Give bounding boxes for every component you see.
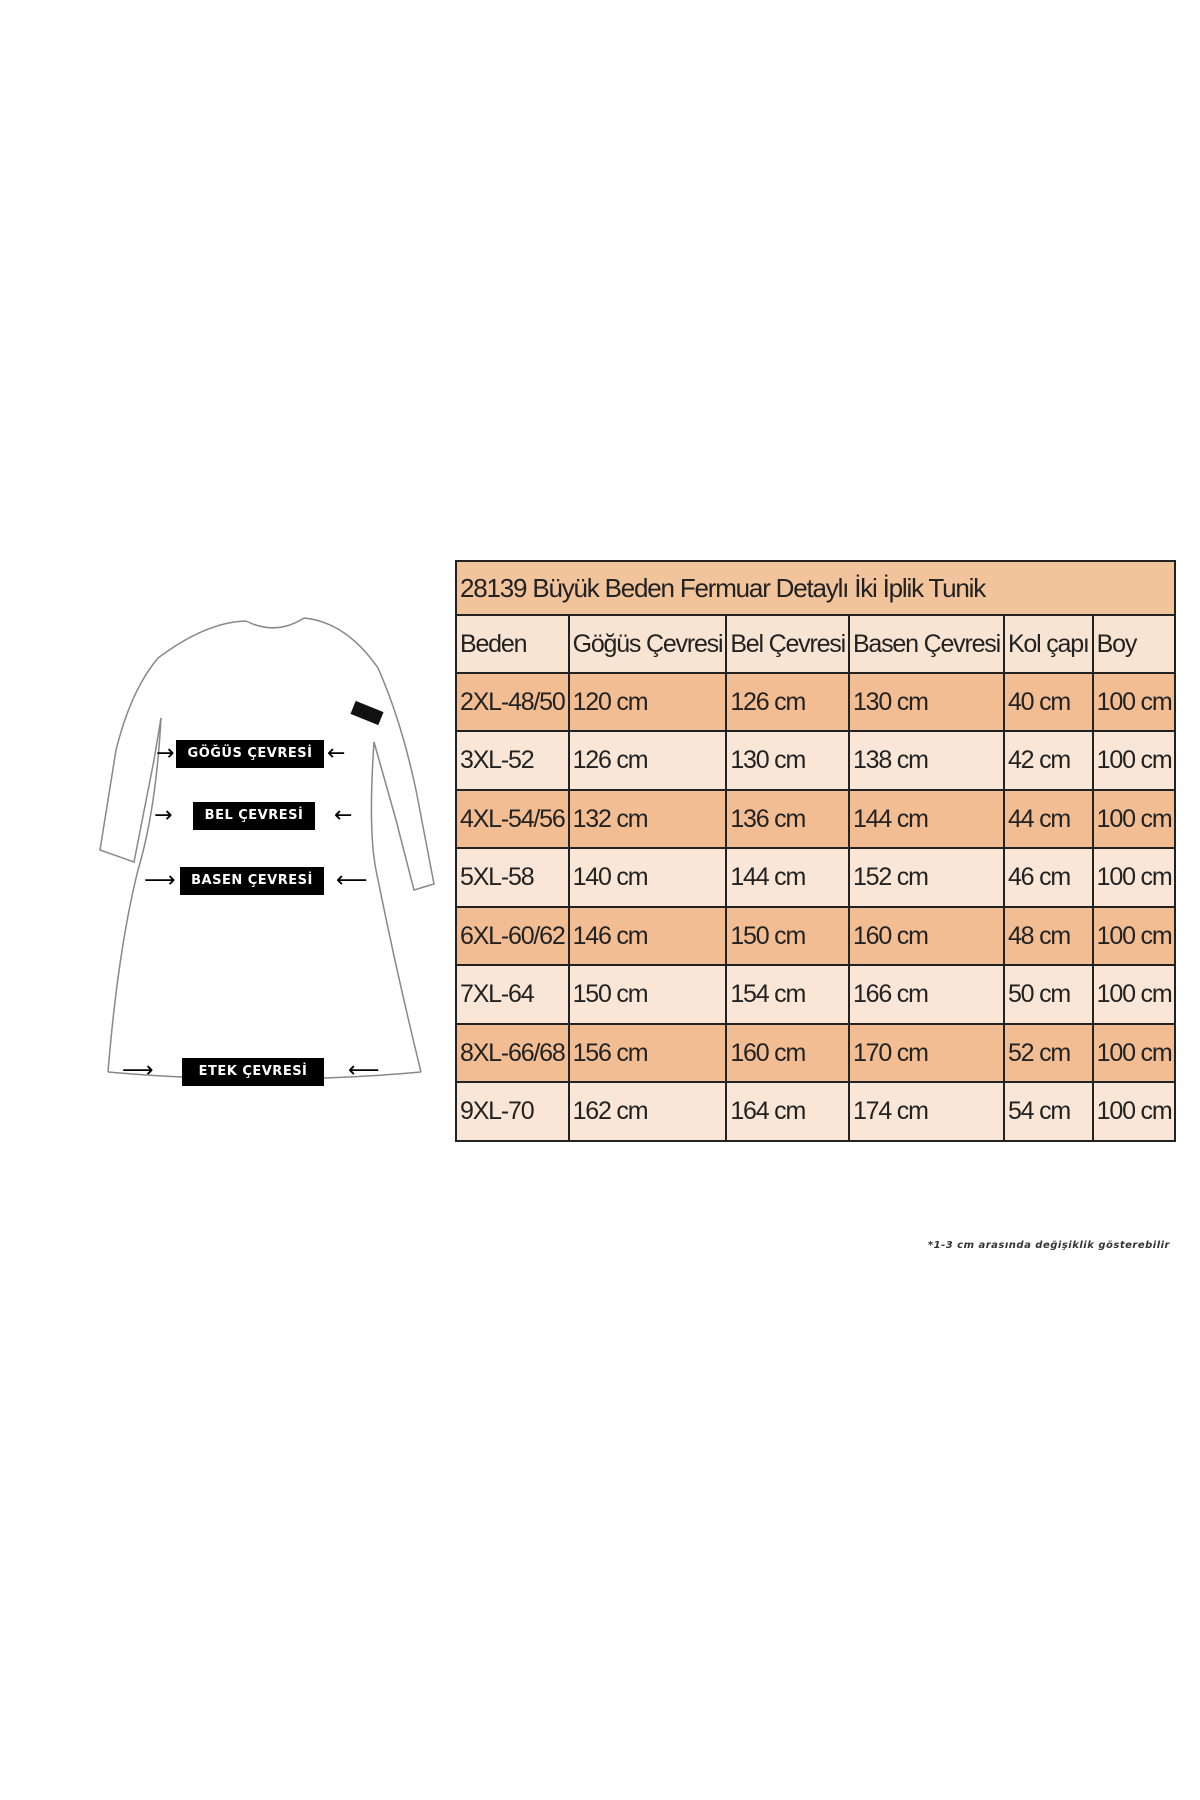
arrow-icon: ⟵ (348, 1058, 380, 1083)
column-header: Bel Çevresi (726, 615, 849, 673)
arrow-icon: → (156, 741, 175, 766)
table-cell: 100 cm (1093, 848, 1176, 907)
arrow-icon: ← (334, 803, 353, 828)
table-header-row (456, 615, 1175, 673)
column-header: Göğüs Çevresi (569, 615, 727, 673)
table-cell: 100 cm (1093, 907, 1176, 965)
table-cell: 160 cm (726, 1024, 849, 1082)
table-cell: 126 cm (726, 673, 849, 731)
table-cell: 130 cm (849, 673, 1004, 731)
table-cell: 52 cm (1004, 1024, 1093, 1082)
table-cell: 144 cm (726, 848, 849, 907)
table-cell: 170 cm (849, 1024, 1004, 1082)
table-cell: 154 cm (726, 965, 849, 1024)
table-cell: 146 cm (569, 907, 727, 965)
table-cell: 174 cm (849, 1082, 1004, 1141)
table-title: 28139 Büyük Beden Fermuar Detaylı İki İplik Tunik (456, 561, 1175, 615)
table-cell: 9XL-70 (456, 1082, 569, 1141)
column-header: Kol çapı (1004, 615, 1093, 673)
table-cell: 156 cm (569, 1024, 727, 1082)
footnote: *1-3 cm arasında değişiklik gösterebilir (927, 1240, 1170, 1251)
table-cell: 8XL-66/68 (456, 1024, 569, 1082)
table-cell: 54 cm (1004, 1082, 1093, 1141)
table-row (456, 673, 1175, 731)
table-cell: 100 cm (1093, 790, 1176, 848)
column-header: Beden (456, 615, 569, 673)
table-cell: 4XL-54/56 (456, 790, 569, 848)
table-cell: 160 cm (849, 907, 1004, 965)
table-row (456, 965, 1175, 1024)
table-row (456, 907, 1175, 965)
table-cell: 7XL-64 (456, 965, 569, 1024)
table-row (456, 848, 1175, 907)
chest-label: GÖĞÜS ÇEVRESİ (176, 740, 324, 768)
table-cell: 138 cm (849, 731, 1004, 790)
table-cell: 126 cm (569, 731, 727, 790)
table-cell: 130 cm (726, 731, 849, 790)
table-cell: 50 cm (1004, 965, 1093, 1024)
arrow-icon: → (154, 803, 173, 828)
arrow-icon: ⟶ (144, 868, 176, 893)
tunic-outline (96, 610, 436, 1100)
table-cell: 152 cm (849, 848, 1004, 907)
column-header: Basen Çevresi (849, 615, 1004, 673)
table-cell: 100 cm (1093, 731, 1176, 790)
column-header: Boy (1093, 615, 1176, 673)
table-cell: 100 cm (1093, 1082, 1176, 1141)
table-cell: 5XL-58 (456, 848, 569, 907)
table-cell: 166 cm (849, 965, 1004, 1024)
arrow-icon: ⟵ (336, 868, 368, 893)
arrow-icon: ⟶ (122, 1058, 154, 1083)
table-cell: 42 cm (1004, 731, 1093, 790)
table-cell: 136 cm (726, 790, 849, 848)
table-cell: 132 cm (569, 790, 727, 848)
table-cell: 150 cm (726, 907, 849, 965)
waist-label: BEL ÇEVRESİ (193, 802, 315, 830)
table-row (456, 1024, 1175, 1082)
table-cell: 150 cm (569, 965, 727, 1024)
table-cell: 6XL-60/62 (456, 907, 569, 965)
garment-diagram (96, 610, 436, 1100)
table-cell: 162 cm (569, 1082, 727, 1141)
table-cell: 2XL-48/50 (456, 673, 569, 731)
table-cell: 144 cm (849, 790, 1004, 848)
table-cell: 120 cm (569, 673, 727, 731)
table-row (456, 731, 1175, 790)
table-row (456, 1082, 1175, 1141)
table-cell: 140 cm (569, 848, 727, 907)
table-row (456, 790, 1175, 848)
table-cell: 48 cm (1004, 907, 1093, 965)
table-cell: 164 cm (726, 1082, 849, 1141)
table-cell: 40 cm (1004, 673, 1093, 731)
table-cell: 46 cm (1004, 848, 1093, 907)
size-table (455, 560, 1176, 1142)
table-cell: 3XL-52 (456, 731, 569, 790)
hip-label: BASEN ÇEVRESİ (180, 867, 324, 895)
arrow-icon: ← (327, 741, 346, 766)
table-cell: 100 cm (1093, 965, 1176, 1024)
table-cell: 100 cm (1093, 1024, 1176, 1082)
table-cell: 100 cm (1093, 673, 1176, 731)
hem-label: ETEK ÇEVRESİ (182, 1058, 324, 1086)
table-cell: 44 cm (1004, 790, 1093, 848)
